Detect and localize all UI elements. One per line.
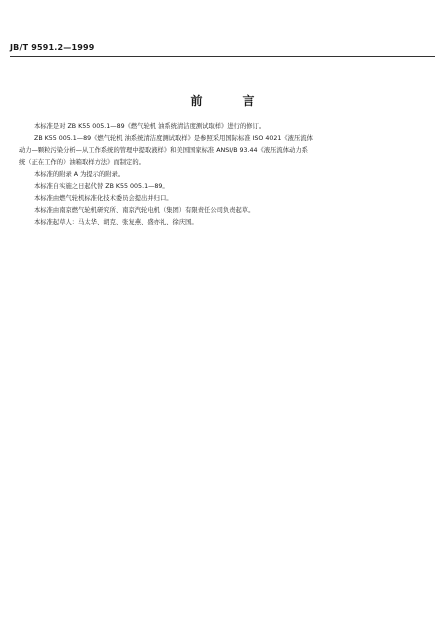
paragraph-drafted-by <box>34 205 434 217</box>
paragraph-revision <box>34 121 434 133</box>
standard-code: JB/T 9591.2—1999 <box>10 43 95 52</box>
paragraph-line: 本标准自实施之日起代替 ZB K55 005.1—89。 <box>34 183 169 190</box>
paragraph-appendix <box>34 169 434 181</box>
paragraph-line: 本标准的附录 A 为提示的附录。 <box>34 171 125 178</box>
paragraph-drafters <box>34 217 434 229</box>
page-title: 前言 <box>190 94 295 108</box>
paragraph-supersedes <box>34 181 434 193</box>
header-divider <box>10 56 435 57</box>
paragraph-line: 本标准由南京燃气轮机研究所、南京汽轮电机（集团）有限责任公司负责起草。 <box>34 207 255 214</box>
paragraph-line: 统（正在工作的）油箱取样方法》而制定的。 <box>19 159 145 166</box>
paragraph-line: 本标准由燃气轮机标准化技术委员会提出并归口。 <box>34 195 173 202</box>
paragraph-line: 动力—颗粒污染分析—从工作系统的管理中提取液样》和美国国家标准 ANSI/B 93.44《液压流体动力系 <box>19 147 308 154</box>
paragraph-line: 本标准起草人：马太华、胡克、张复燕、盛亦礼、徐庆国。 <box>34 219 198 226</box>
foreword-body <box>19 121 434 229</box>
paragraph-proposed-by <box>34 193 434 205</box>
paragraph-line: 本标准是对 ZB K55 005.1—89《燃气轮机 油系统清洁度测试取样》进行的修订。 <box>34 123 266 130</box>
paragraph-reference <box>19 133 434 169</box>
paragraph-line: ZB K55 005.1—89《燃气轮机 油系统清洁度测试取样》是参照采用国际标准 ISO 4021《液压流体 <box>34 135 313 142</box>
